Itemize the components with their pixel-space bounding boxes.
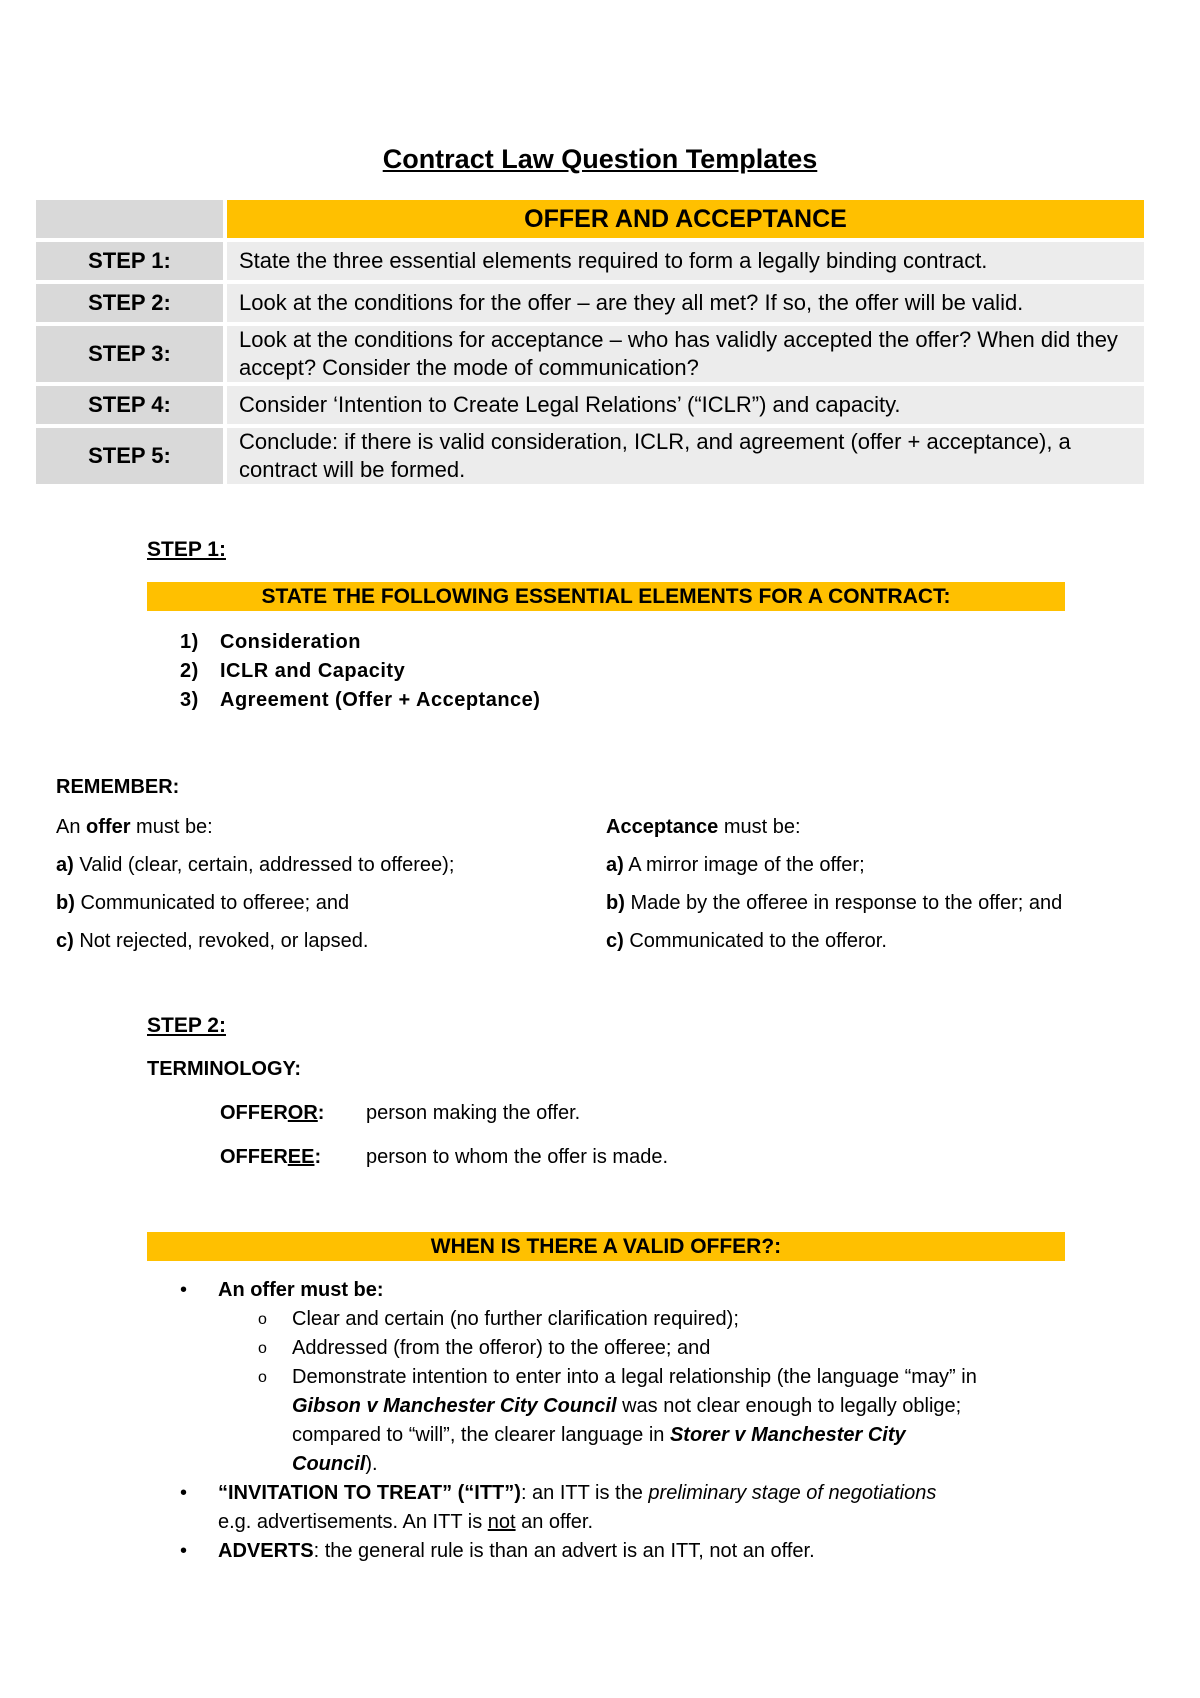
list-item: • ADVERTS: the general rule is than an advert is an ITT, not an offer. <box>180 1537 1080 1566</box>
summary-header-row <box>36 200 1144 238</box>
list-item: a) A mirror image of the offer; <box>606 854 865 876</box>
valid-offer-bar: WHEN IS THERE A VALID OFFER?: <box>147 1232 1065 1261</box>
bullet-icon: • <box>180 1279 188 1301</box>
summary-row-step-3 <box>36 326 1144 382</box>
summary-row-step-2 <box>36 284 1144 322</box>
term-offeror: OFFEROR: person making the offer. <box>220 1102 581 1124</box>
sub-bullet-icon: o <box>258 1311 267 1328</box>
case-name: Gibson v Manchester City Council <box>292 1395 617 1417</box>
list-item: 2) ICLR and Capacity <box>180 660 406 682</box>
summary-header-blank <box>36 200 223 238</box>
sub-bullet-icon: o <box>258 1369 267 1386</box>
step-label: STEP 5: <box>36 428 223 484</box>
step-description: Consider ‘Intention to Create Legal Relations’ (“ICLR”) and capacity. <box>227 386 1144 424</box>
sub-bullet-icon: o <box>258 1340 267 1357</box>
case-name: Storer v Manchester City <box>669 1424 906 1446</box>
terminology-heading: TERMINOLOGY: <box>147 1058 302 1080</box>
list-item: a) Valid (clear, certain, addressed to offeree); <box>56 854 455 876</box>
bullet-icon: • <box>180 1482 188 1504</box>
step-description: Look at the conditions for the offer – are they all met? If so, the offer will be valid. <box>227 284 1144 322</box>
offer-intro: An offer must be: <box>56 816 213 838</box>
acceptance-requirements <box>606 808 1062 960</box>
step1-bar: STATE THE FOLLOWING ESSENTIAL ELEMENTS FOR A CONTRACT: <box>147 582 1065 611</box>
valid-offer-list: • An offer must be: o Clear and certain (no further clarification required); o Addressed (from the offeror) to the offeree; and o Demonstrate intention to enter into a legal relationship (the language “may” in Gibson v Manchester City Council was not clear enough to legally oblige; compared to “will”, the clearer language in Storer v Manchester City Council). • “INVITATION TO TREAT” (“ITT”): an ITT is the preliminary stage of negotiations e.g. advertisements. An ITT is not an offer. • ADVERTS: the general rule is than an advert is an ITT, not an offer. <box>180 1276 1080 1566</box>
remember-heading: REMEMBER: <box>56 776 180 798</box>
offer-requirements <box>56 808 454 960</box>
summary-row-step-5 <box>36 428 1144 484</box>
list-item: 3) Agreement (Offer + Acceptance) <box>180 689 541 711</box>
summary-row-step-1 <box>36 242 1144 280</box>
step-label: STEP 1: <box>36 242 223 280</box>
list-item: b) Made by the offeree in response to the offer; and <box>606 892 1063 914</box>
term-offeree: OFFEREE: person to whom the offer is made. <box>220 1146 669 1168</box>
list-item: o Clear and certain (no further clarification required); <box>180 1305 1080 1334</box>
essential-elements-list <box>180 628 540 715</box>
summary-row-step-4 <box>36 386 1144 424</box>
list-item: o Demonstrate intention to enter into a legal relationship (the language “may” in <box>180 1363 1080 1392</box>
step2-heading: STEP 2: <box>147 1014 226 1037</box>
summary-header: OFFER AND ACCEPTANCE <box>227 200 1144 238</box>
list-item: b) Communicated to offeree; and <box>56 892 350 914</box>
list-item: c) Not rejected, revoked, or lapsed. <box>56 930 369 952</box>
page-title: Contract Law Question Templates <box>382 144 818 174</box>
bullet-icon: • <box>180 1540 188 1562</box>
list-item: o Addressed (from the offeror) to the offeree; and <box>180 1334 1080 1363</box>
step-label: STEP 3: <box>36 326 223 382</box>
step-description: Look at the conditions for acceptance – who has validly accepted the offer? When did they accept? Consider the mode of communication? <box>227 326 1144 382</box>
step-label: STEP 2: <box>36 284 223 322</box>
step1-heading: STEP 1: <box>147 538 226 561</box>
list-item: • “INVITATION TO TREAT” (“ITT”): an ITT is the preliminary stage of negotiations <box>180 1479 1080 1508</box>
list-item: c) Communicated to the offeror. <box>606 930 887 952</box>
list-item: 1) Consideration <box>180 631 361 653</box>
list-item: • An offer must be: <box>180 1276 1080 1305</box>
step-description: Conclude: if there is valid consideration, ICLR, and agreement (offer + acceptance), a contract will be formed. <box>227 428 1144 484</box>
acceptance-intro: Acceptance must be: <box>606 816 801 838</box>
step-description: State the three essential elements required to form a legally binding contract. <box>227 242 1144 280</box>
step-label: STEP 4: <box>36 386 223 424</box>
